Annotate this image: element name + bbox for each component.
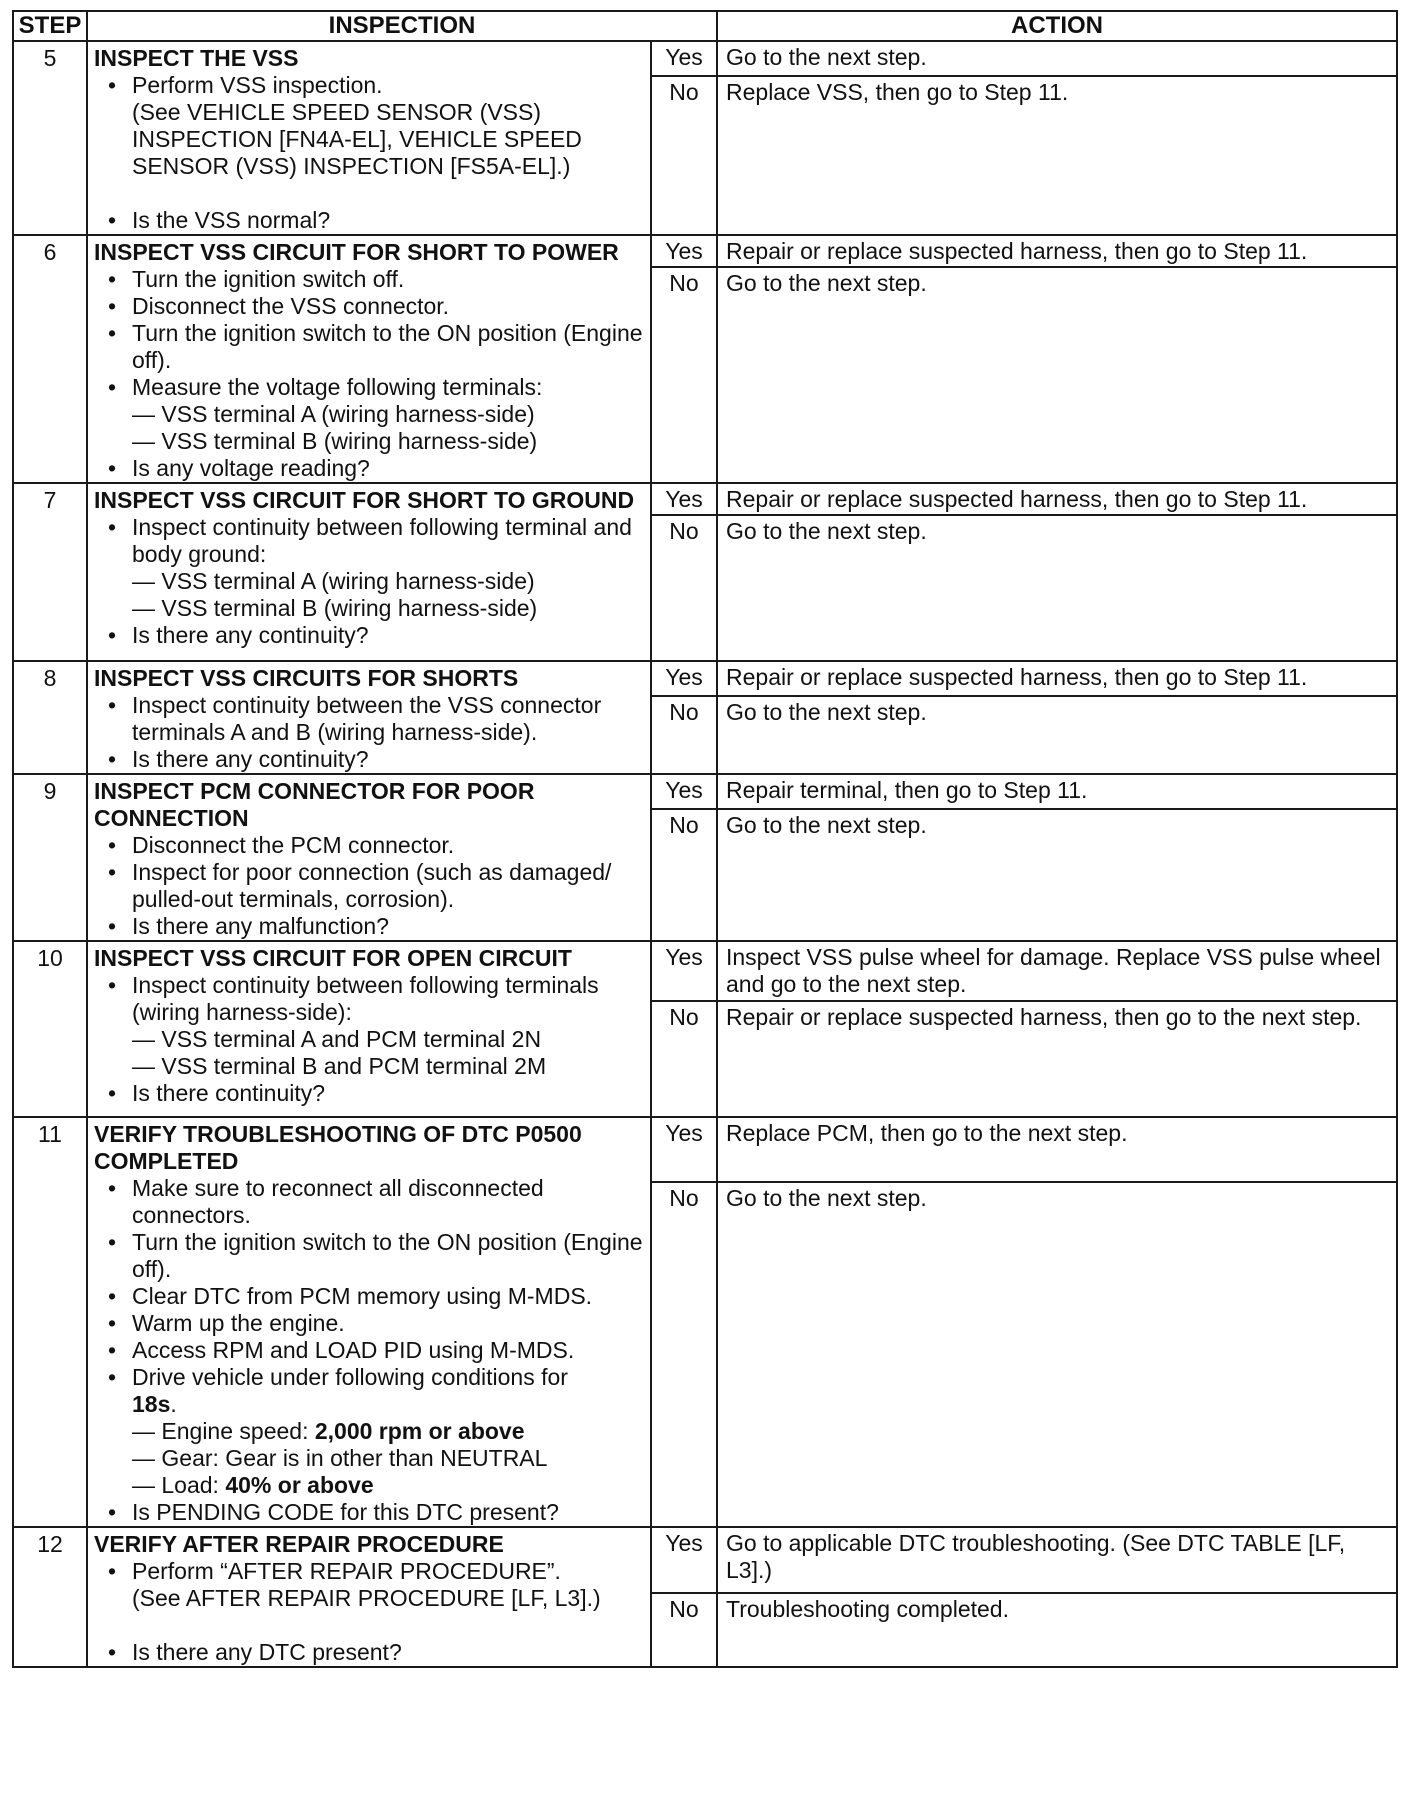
inspection-question: • Is any voltage reading? [94, 455, 644, 482]
yes-action: Repair or replace suspected harness, then go to Step 11. [717, 235, 1397, 267]
no-action: Replace VSS, then go to Step 11. [717, 76, 1397, 235]
inspection-cell [87, 941, 651, 1117]
no-label: No [651, 1001, 717, 1117]
inspection-cell [87, 774, 651, 941]
step-number: 5 [13, 41, 87, 235]
yes-label: Yes [651, 941, 717, 1001]
inspection-item: • Disconnect the VSS connector. [94, 293, 644, 320]
step-7-yes-row [13, 483, 1397, 515]
inspection-item: • Warm up the engine. [94, 1310, 644, 1337]
no-label: No [651, 1182, 717, 1527]
inspection-title: INSPECT THE VSS [94, 45, 299, 71]
step-12-yes-row [13, 1527, 1397, 1593]
step-number: 9 [13, 774, 87, 941]
inspection-question: • Is there any continuity? [94, 746, 644, 773]
inspection-item: • Access RPM and LOAD PID using M-MDS. [94, 1337, 644, 1364]
no-label: No [651, 515, 717, 661]
step-number: 8 [13, 661, 87, 774]
yes-action: Inspect VSS pulse wheel for damage. Replace VSS pulse wheel and go to the next step. [717, 941, 1397, 1001]
inspection-title: INSPECT VSS CIRCUIT FOR OPEN CIRCUIT [94, 945, 572, 971]
no-label: No [651, 809, 717, 941]
inspection-item: • Turn the ignition switch to the ON position (Engine off). [94, 320, 644, 374]
no-action: Go to the next step. [717, 1182, 1397, 1527]
inspection-question: • Is there any malfunction? [94, 913, 644, 940]
yes-label: Yes [651, 661, 717, 696]
inspection-item: • Turn the ignition switch to the ON position (Engine off). [94, 1229, 644, 1283]
inspection-title: INSPECT VSS CIRCUIT FOR SHORT TO GROUND [94, 487, 635, 513]
no-label: No [651, 76, 717, 235]
inspection-item: • Perform “AFTER REPAIR PROCEDURE”. (See AFTER REPAIR PROCEDURE [LF, L3].) [94, 1558, 644, 1612]
yes-label: Yes [651, 235, 717, 267]
inspection-item: • Drive vehicle under following conditions for 18s. — Engine speed: 2,000 rpm or above — Gear: Gear is in other than NEUTRAL — Load: 40% or above [94, 1364, 644, 1499]
inspection-item: • Inspect continuity between the VSS connector terminals A and B (wiring harness-side). [94, 692, 644, 746]
inspection-question: • Is there continuity? [94, 1080, 644, 1107]
yes-action: Go to the next step. [717, 41, 1397, 76]
yes-label: Yes [651, 41, 717, 76]
header-inspection: INSPECTION [87, 11, 717, 41]
yes-label: Yes [651, 774, 717, 809]
inspection-item: • Make sure to reconnect all disconnected connectors. [94, 1175, 644, 1229]
inspection-cell [87, 235, 651, 483]
yes-action: Replace PCM, then go to the next step. [717, 1117, 1397, 1182]
inspection-cell [87, 483, 651, 661]
inspection-question: • Is PENDING CODE for this DTC present? [94, 1499, 644, 1526]
step-5-yes-row [13, 41, 1397, 76]
step-number: 12 [13, 1527, 87, 1667]
yes-label: Yes [651, 1117, 717, 1182]
inspection-item: • Inspect continuity between following terminals (wiring harness-side): — VSS terminal A and PCM terminal 2N — VSS terminal B and PCM terminal 2M [94, 972, 644, 1080]
inspection-item: • Turn the ignition switch off. [94, 266, 644, 293]
no-action: Troubleshooting completed. [717, 1593, 1397, 1667]
inspection-question: • Is there any DTC present? [94, 1639, 644, 1666]
no-label: No [651, 267, 717, 483]
header-action: ACTION [717, 11, 1397, 41]
step-number: 10 [13, 941, 87, 1117]
step-6-yes-row [13, 235, 1397, 267]
inspection-title: INSPECT VSS CIRCUITS FOR SHORTS [94, 665, 519, 691]
troubleshooting-table [12, 10, 1398, 1668]
yes-action: Go to applicable DTC troubleshooting. (See DTC TABLE [LF, L3].) [717, 1527, 1397, 1593]
yes-action: Repair or replace suspected harness, then go to Step 11. [717, 661, 1397, 696]
inspection-item: • Perform VSS inspection. (See VEHICLE SPEED SENSOR (VSS) INSPECTION [FN4A-EL], VEHICLE SPEED SENSOR (VSS) INSPECTION [FS5A-EL].) [94, 72, 644, 180]
inspection-item: • Clear DTC from PCM memory using M-MDS. [94, 1283, 644, 1310]
step-8-yes-row [13, 661, 1397, 696]
no-action: Go to the next step. [717, 515, 1397, 661]
header-step: STEP [13, 11, 87, 41]
no-action: Go to the next step. [717, 267, 1397, 483]
inspection-cell [87, 661, 651, 774]
step-number: 11 [13, 1117, 87, 1527]
inspection-title: INSPECT VSS CIRCUIT FOR SHORT TO POWER [94, 239, 619, 265]
inspection-question: • Is there any continuity? [94, 622, 644, 649]
no-action: Go to the next step. [717, 809, 1397, 941]
inspection-item: • Disconnect the PCM connector. [94, 832, 644, 859]
yes-action: Repair terminal, then go to Step 11. [717, 774, 1397, 809]
step-number: 7 [13, 483, 87, 661]
inspection-item: • Inspect for poor connection (such as damaged/ pulled-out terminals, corrosion). [94, 859, 644, 913]
inspection-title: VERIFY TROUBLESHOOTING OF DTC P0500 COMPLETED [94, 1121, 582, 1174]
step-number: 6 [13, 235, 87, 483]
no-action: Go to the next step. [717, 696, 1397, 774]
inspection-cell [87, 41, 651, 235]
no-label: No [651, 696, 717, 774]
inspection-question: • Is the VSS normal? [94, 207, 644, 234]
no-label: No [651, 1593, 717, 1667]
inspection-cell [87, 1117, 651, 1527]
inspection-item: • Inspect continuity between following terminal and body ground: — VSS terminal A (wiring harness-side) — VSS terminal B (wiring harness-side) [94, 514, 644, 622]
step-10-yes-row [13, 941, 1397, 1001]
no-action: Repair or replace suspected harness, then go to the next step. [717, 1001, 1397, 1117]
inspection-cell [87, 1527, 651, 1667]
yes-label: Yes [651, 1527, 717, 1593]
yes-action: Repair or replace suspected harness, then go to Step 11. [717, 483, 1397, 515]
inspection-title: VERIFY AFTER REPAIR PROCEDURE [94, 1531, 504, 1557]
step-9-yes-row [13, 774, 1397, 809]
inspection-item: • Measure the voltage following terminals: — VSS terminal A (wiring harness-side) — VSS terminal B (wiring harness-side) [94, 374, 644, 455]
yes-label: Yes [651, 483, 717, 515]
inspection-title: INSPECT PCM CONNECTOR FOR POOR CONNECTION [94, 778, 535, 831]
header-row [13, 11, 1397, 41]
step-11-yes-row [13, 1117, 1397, 1182]
